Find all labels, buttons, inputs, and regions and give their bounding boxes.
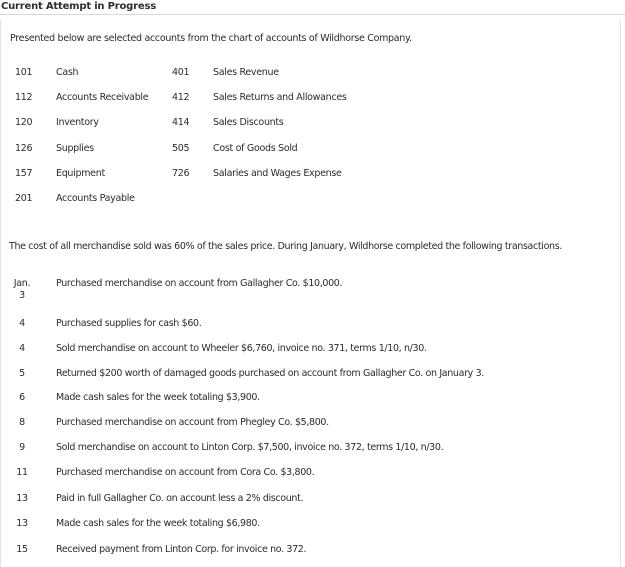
- account-name: Accounts Payable: [56, 193, 135, 204]
- transaction-description: Purchased merchandise on account from Gallagher Co. $10,000.: [56, 278, 343, 289]
- account-name: Sales Returns and Allowances: [213, 92, 347, 103]
- account-number: 401: [172, 67, 190, 78]
- account-number: 505: [172, 143, 190, 154]
- transaction-description: Made cash sales for the week totaling $3,900.: [56, 392, 260, 403]
- transaction-description: Made cash sales for the week totaling $6,980.: [56, 518, 260, 529]
- transaction-day: 13: [16, 518, 28, 529]
- transaction-day: 9: [19, 442, 25, 453]
- account-name: Supplies: [56, 143, 94, 154]
- transaction-day: 13: [16, 493, 28, 504]
- transaction-day: 11: [16, 467, 28, 478]
- account-name: Accounts Receivable: [56, 92, 149, 103]
- account-number: 101: [15, 67, 33, 78]
- transaction-day: 15: [16, 544, 28, 555]
- transaction-day: 4: [19, 343, 25, 354]
- transaction-description: Received payment from Linton Corp. for invoice no. 372.: [56, 544, 307, 555]
- page-title: Current Attempt in Progress: [1, 1, 156, 12]
- transaction-description: Purchased merchandise on account from Phegley Co. $5,800.: [56, 417, 329, 428]
- account-number: 120: [15, 117, 33, 128]
- transaction-day: 4: [19, 318, 25, 329]
- account-number: 726: [172, 168, 190, 179]
- account-number: 412: [172, 92, 190, 103]
- account-number: 201: [15, 193, 33, 204]
- account-number: 112: [15, 92, 33, 103]
- transaction-description: Sold merchandise on account to Wheeler $6,760, invoice no. 371, terms 1/10, n/30.: [56, 343, 427, 354]
- transaction-day: 3: [19, 290, 25, 301]
- header-bar: [0, 0, 625, 15]
- intro-text: Presented below are selected accounts from the chart of accounts of Wildhorse Company.: [10, 33, 412, 44]
- account-name: Sales Revenue: [213, 67, 279, 78]
- account-name: Cost of Goods Sold: [213, 143, 298, 154]
- transaction-day: 5: [19, 368, 25, 379]
- account-name: Cash: [56, 67, 79, 78]
- account-name: Equipment: [56, 168, 105, 179]
- account-name: Inventory: [56, 117, 99, 128]
- transaction-description: Returned $200 worth of damaged goods purchased on account from Gallagher Co. on January 3.: [56, 368, 484, 379]
- transaction-description: Purchased supplies for cash $60.: [56, 318, 202, 329]
- transaction-month: Jan.: [13, 278, 31, 289]
- transaction-description: Paid in full Gallagher Co. on account less a 2% discount.: [56, 493, 304, 504]
- transaction-description: Purchased merchandise on account from Cora Co. $3,800.: [56, 467, 315, 478]
- account-number: 414: [172, 117, 190, 128]
- account-name: Salaries and Wages Expense: [213, 168, 342, 179]
- account-number: 126: [15, 143, 33, 154]
- transaction-day: 6: [19, 392, 25, 403]
- account-name: Sales Discounts: [213, 117, 284, 128]
- transaction-description: Sold merchandise on account to Linton Corp. $7,500, invoice no. 372, terms 1/10, n/30.: [56, 442, 444, 453]
- instruction-text: The cost of all merchandise sold was 60% of the sales price. During January, Wildhorse completed the following transactions.: [9, 241, 562, 252]
- account-number: 157: [15, 168, 33, 179]
- transaction-day: 8: [19, 417, 25, 428]
